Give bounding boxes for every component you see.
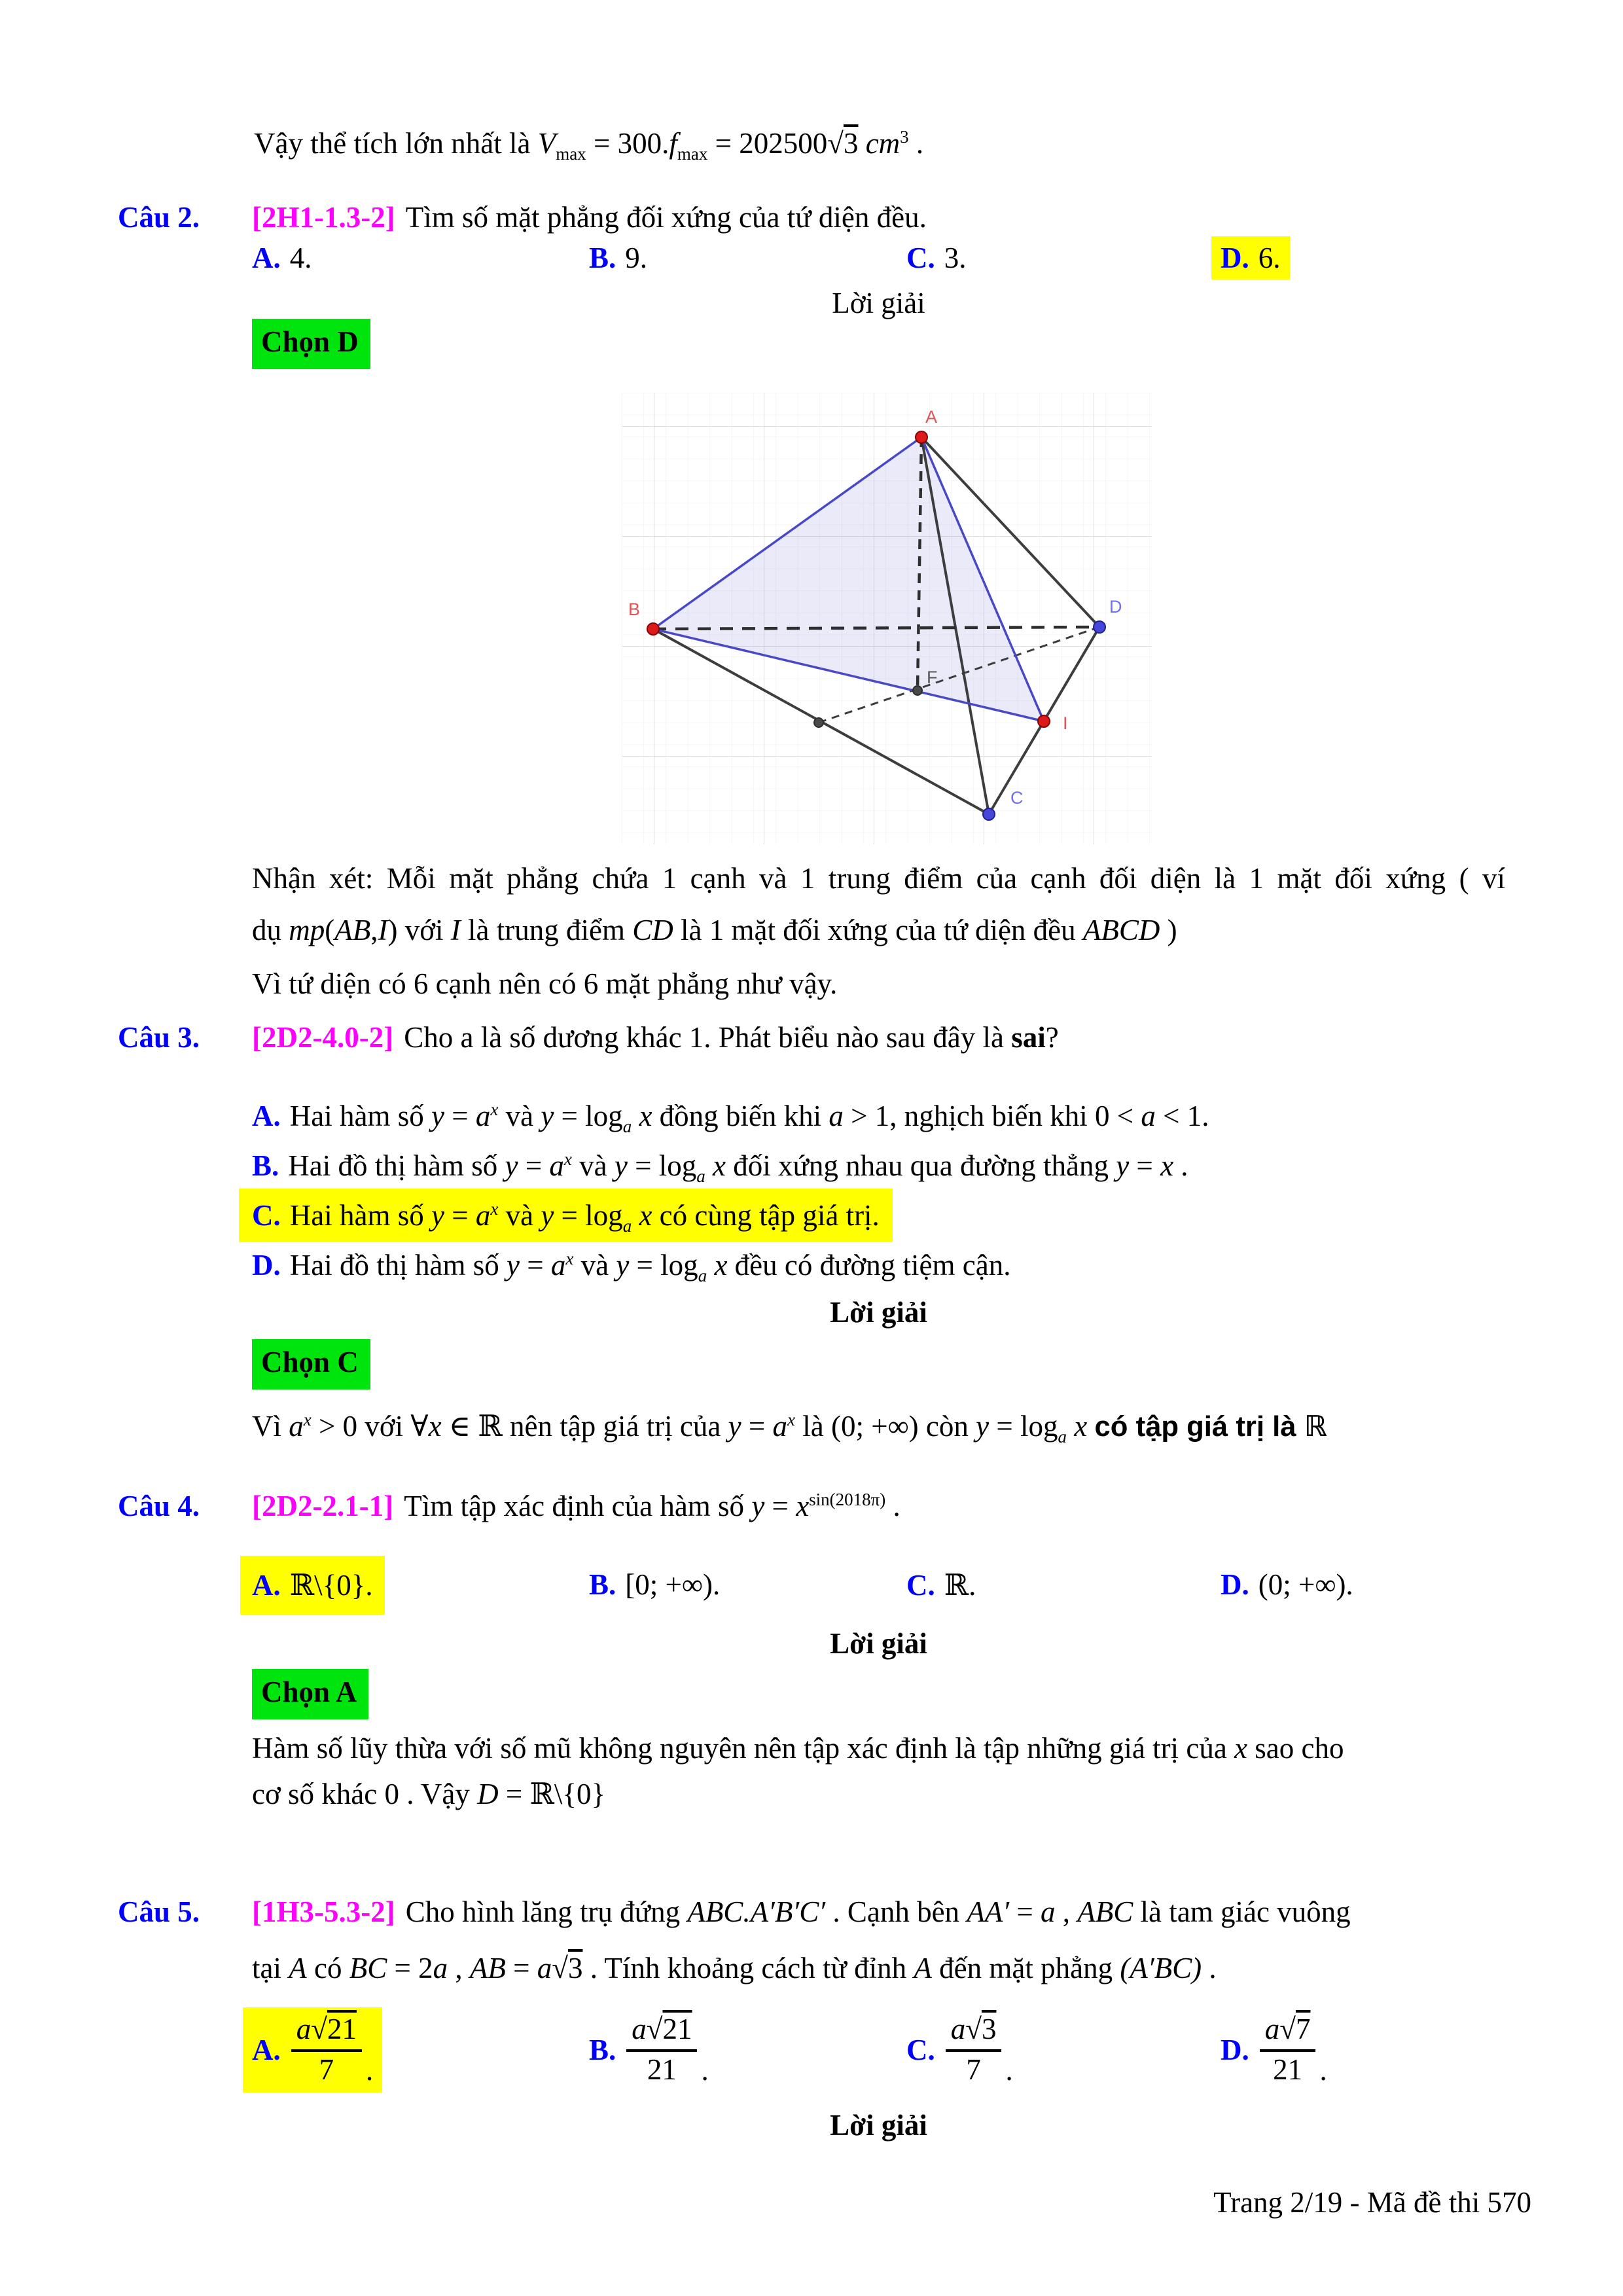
question-4-text: Tìm tập xác định của hàm số $y = x^{sin(2018\pi)}$ . xyxy=(404,1490,901,1522)
q3-option-d: D. Hai đồ thị hàm số $y = a^x$ và $y = \log_a x$ đều có đường tiệm cận. xyxy=(252,1249,1011,1285)
question-5-number: Câu 5. xyxy=(118,1895,200,1928)
q3-option-c-highlighted xyxy=(252,1196,880,1235)
q3-option-b: B. Hai đồ thị hàm số $y = a^x$ và $y = \log_a x$ đối xứng nhau qua đường thẳng y = x . xyxy=(252,1149,1188,1186)
chon-highlight: Chọn A xyxy=(252,1669,368,1719)
q2-option-d-highlighted xyxy=(1221,241,1281,275)
q2-note-line1: Nhận xét: Mỗi mặt phẳng chứa 1 cạnh và 1 trung điểm của cạnh đối diện là 1 mặt đối xứng ( ví xyxy=(252,862,1505,895)
q3-solution-line: Vì $a^x > 0$ với ∀x ∈ ℝ nên tập giá trị của $y = a^x$ là (0; +∞) còn $y = \log_a x$ có tập giá trị là ℝ xyxy=(252,1410,1327,1446)
page-footer: Trang 2/19 - Mã đề thi 570 xyxy=(1213,2186,1531,2219)
q4-option-b: B. [0; +∞). xyxy=(589,1568,721,1601)
point-b xyxy=(647,623,659,635)
question-2-number: Câu 2. xyxy=(118,201,200,234)
answer-highlight: A. ℝ\{0}. xyxy=(240,1556,385,1615)
tetrahedron-figure xyxy=(622,393,1152,844)
q4-solution-line2: cơ số khác 0 . Vậy D = ℝ\{0} xyxy=(252,1778,606,1810)
question-5-topic-tag: [1H3-5.3-2] xyxy=(252,1895,395,1928)
label-d: D xyxy=(1109,597,1122,617)
fraction: $\frac{a√7}{21}$ xyxy=(1260,2013,1316,2087)
point-f xyxy=(913,686,922,695)
question-4-topic-tag: [2D2-2.1-1] xyxy=(252,1490,394,1522)
point-a xyxy=(916,431,927,443)
q5-option-d: D. $\frac{a√7}{21}$ . xyxy=(1221,2013,1327,2087)
q4-loi-giai-heading: Lời giải xyxy=(830,1627,927,1660)
label-i: I xyxy=(1063,713,1068,733)
q2-option-b: B. 9. xyxy=(589,242,648,274)
chon-highlight: Chọn D xyxy=(252,319,370,369)
q2-note-line2: dụ mp(AB,I) với I là trung điểm CD là 1 mặt đối xứng của tứ diện đều ABCD ) xyxy=(252,914,1177,946)
question-2-text: Tìm số mặt phẳng đối xứng của tứ diện đều. xyxy=(405,201,927,234)
q2-note-line3: Vì tứ diện có 6 cạnh nên có 6 mặt phẳng như vậy. xyxy=(252,967,838,1000)
question-5-text-line2: tại A có BC = 2a , AB = a√3 . Tính khoảng cách từ đỉnh A đến mặt phẳng (A′BC) . xyxy=(252,1952,1217,1984)
q4-solution-line1: Hàm số lũy thừa với số mũ không nguyên nên tập xác định là tập những giá trị của x sao cho xyxy=(252,1732,1344,1765)
q2-option-c: C. 3. xyxy=(906,242,967,274)
point-d xyxy=(1094,621,1105,633)
question-4-row xyxy=(118,1487,901,1526)
question-5-row xyxy=(118,1893,1351,1931)
q2-option-a: A. 4. xyxy=(252,242,312,274)
q4-chosen-answer xyxy=(252,1669,368,1719)
fraction: $\frac{a√21}{7}$ xyxy=(291,2013,362,2087)
q5-option-a-highlighted xyxy=(252,2013,373,2087)
question-3-text: Cho a là số dương khác 1. Phát biểu nào sau đây là sai? xyxy=(404,1021,1059,1054)
q3-loi-giai-heading: Lời giải xyxy=(830,1296,927,1329)
question-5-text-line1: Cho hình lăng trụ đứng ABC.A′B′C′ . Cạnh bên AA′ = a , ABC là tam giác vuông xyxy=(405,1895,1351,1928)
question-3-topic-tag: [2D2-4.0-2] xyxy=(252,1021,394,1054)
point-i xyxy=(1038,715,1050,727)
label-a: A xyxy=(925,407,938,427)
q4-option-a-highlighted xyxy=(252,1568,373,1602)
edge-BD-dashed xyxy=(653,627,1099,629)
q5-loi-giai-heading: Lời giải xyxy=(830,2109,927,2142)
fraction: $\frac{a√21}{21}$ xyxy=(626,2013,697,2087)
question-4-number: Câu 4. xyxy=(118,1490,200,1522)
point-c xyxy=(983,808,995,820)
q3-chosen-answer xyxy=(252,1339,370,1390)
q4-option-d: D. (0; +∞). xyxy=(1221,1568,1353,1601)
label-c: C xyxy=(1010,788,1024,808)
chon-highlight: Chọn C xyxy=(252,1339,370,1390)
q3-option-a: A. Hai hàm số $y = a^x$ và $y = \log_a x$ đồng biến khi a > 1, nghịch biến khi 0 < a < 1. xyxy=(252,1100,1209,1136)
question-2-row xyxy=(118,198,927,237)
question-2-topic-tag: [2H1-1.3-2] xyxy=(252,201,395,234)
answer-highlight: C. Hai hàm số $y = a^x$ và $y = \log_a x$ có cùng tập giá trị. xyxy=(239,1189,893,1242)
label-b: B xyxy=(628,600,641,619)
q5-option-b: B. $\frac{a√21}{21}$ . xyxy=(589,2013,709,2087)
answer-highlight: D. 6. xyxy=(1211,236,1290,279)
answer-highlight: A. $\frac{a√21}{7}$ . xyxy=(243,2007,382,2092)
q1-solution-final-line: Vậy thể tích lớn nhất là $V_{max} = 300.f_{max} = 202500√3$ $cm^3$ . xyxy=(254,127,924,164)
q5-option-c: C. $\frac{a√3}{7}$ . xyxy=(906,2013,1013,2087)
q2-chosen-answer xyxy=(252,319,370,369)
q2-loi-giai-heading: Lời giải xyxy=(832,287,925,319)
label-f: F xyxy=(927,668,938,687)
q4-option-c: C. ℝ. xyxy=(906,1569,976,1602)
point-m-midpoint-bc xyxy=(814,718,823,727)
question-3-row xyxy=(118,1018,1059,1057)
question-3-number: Câu 3. xyxy=(118,1021,200,1054)
fraction: $\frac{a√3}{7}$ xyxy=(946,2013,1002,2087)
